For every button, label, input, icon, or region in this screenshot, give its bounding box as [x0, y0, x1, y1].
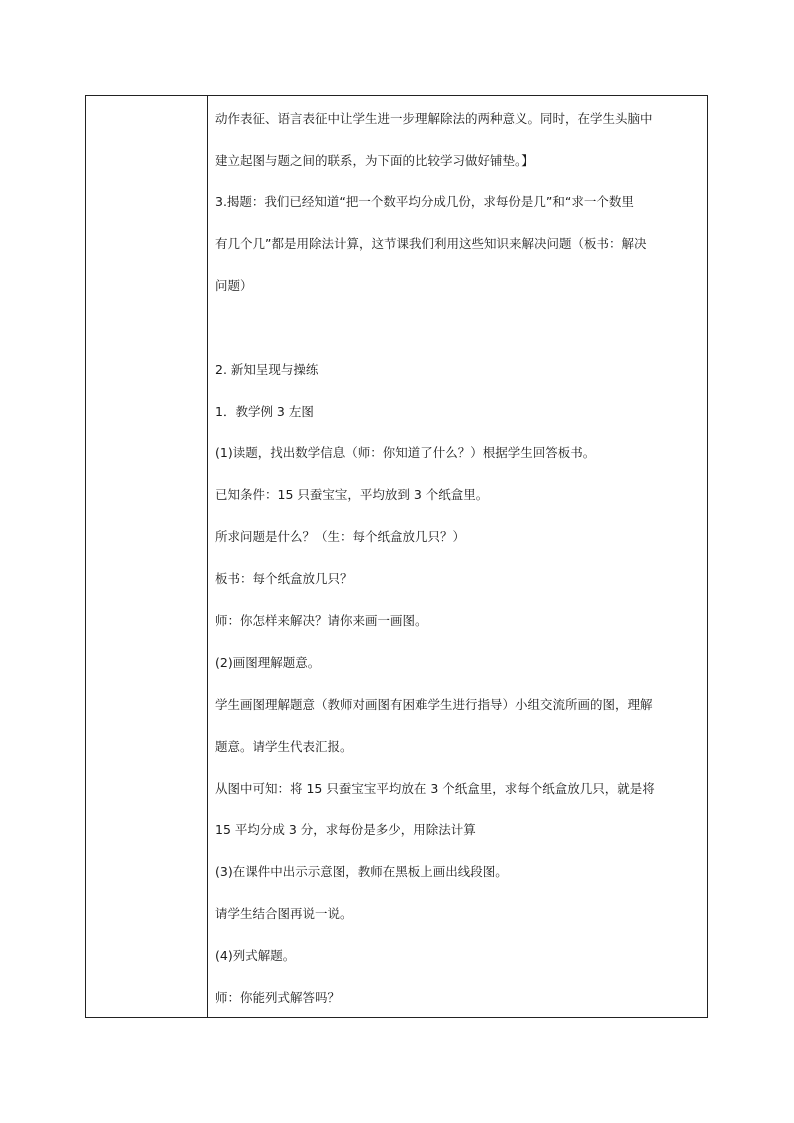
text-line: 请学生结合图再说一说。 — [215, 906, 353, 921]
text-line: 有几个几”都是用除法计算，这节课我们利用这些知识来解决问题（板书：解决 — [215, 236, 647, 251]
lesson-plan-table — [85, 95, 708, 1018]
text-line: 问题） — [215, 278, 253, 293]
text-line: 板书：每个纸盒放几只？ — [215, 571, 353, 586]
text-line: (3)在课件中出示示意图，教师在黑板上画出线段图。 — [215, 864, 508, 879]
text-line: 题意。请学生代表汇报。 — [215, 739, 353, 754]
text-line: (4)列式解题。 — [215, 948, 296, 963]
table-content-column — [208, 96, 707, 1017]
text-line: 已知条件：15 只蚕宝宝，平均放到 3 个纸盒里。 — [215, 487, 489, 502]
text-line: 动作表征、语言表征中让学生进一步理解除法的两种意义。同时，在学生头脑中 — [215, 111, 653, 126]
text-line: 1．教学例 3 左图 — [215, 404, 314, 419]
text-line: (2)画图理解题意。 — [215, 655, 321, 670]
text-line: 建立起图与题之间的联系，为下面的比较学习做好铺垫。】 — [215, 153, 534, 168]
text-line: 3.揭题：我们已经知道“把一个数平均分成几份，求每份是几”和“求一个数里 — [215, 194, 634, 209]
text-line: (1)读题，找出数学信息（师：你知道了什么？）根据学生回答板书。 — [215, 445, 596, 460]
section-heading: 2. 新知呈现与操练 — [215, 362, 319, 377]
text-line: 师：你怎样来解决？请你来画一画图。 — [215, 613, 428, 628]
text-line: 师：你能列式解答吗？ — [215, 990, 341, 1005]
text-line: 从图中可知：将 15 只蚕宝宝平均放在 3 个纸盒里，求每个纸盒放几只，就是将 — [215, 781, 655, 796]
text-line: 学生画图理解题意（教师对画图有困难学生进行指导）小组交流所画的图，理解 — [215, 697, 653, 712]
text-line: 15 平均分成 3 分，求每份是多少，用除法计算 — [215, 822, 476, 837]
table-left-column — [86, 96, 208, 1017]
text-line: 所求问题是什么？（生：每个纸盒放几只？） — [215, 529, 466, 544]
